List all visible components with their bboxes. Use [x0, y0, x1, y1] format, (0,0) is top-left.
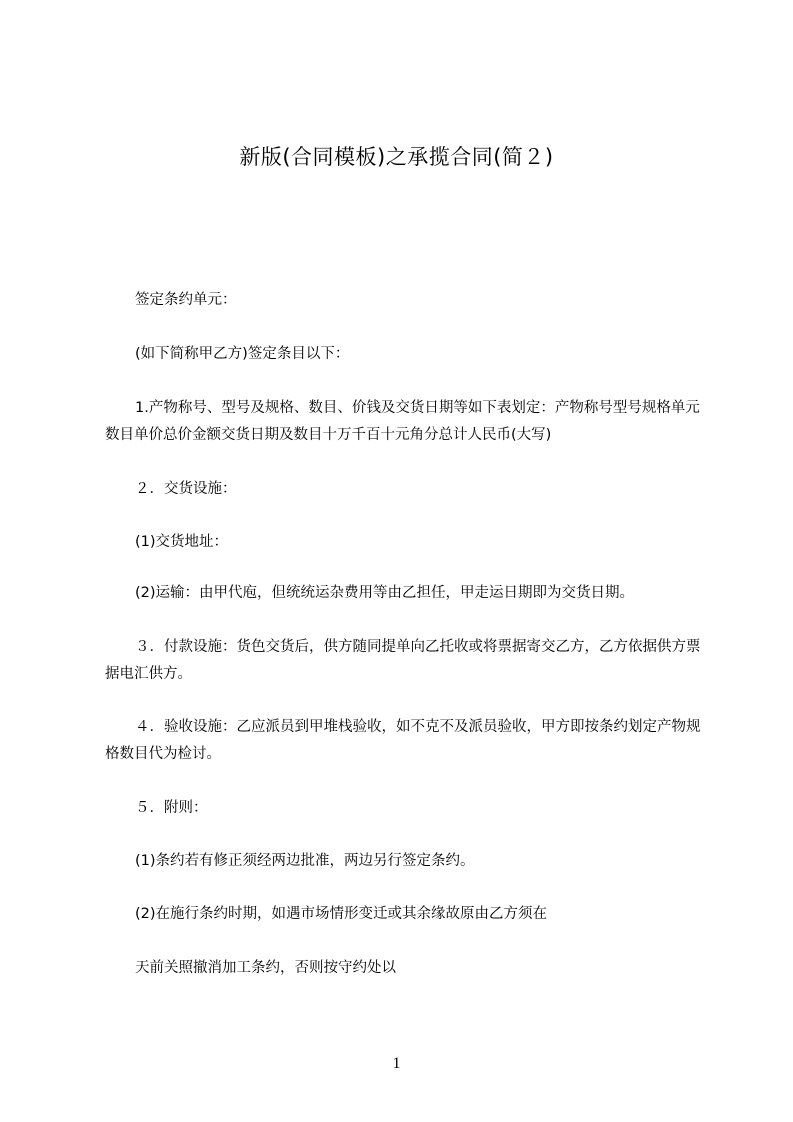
page-title: 新版(合同模板)之承揽合同(简２): [239, 145, 554, 169]
page-number: 1: [392, 1055, 401, 1072]
paragraph-clause-2-delivery: ２．交货设施：: [135, 481, 237, 497]
paragraph-clause-4-inspection: ４．验收设施：乙应派员到甲堆栈验收，如不克不及派员验收，甲方即按条约划定产物规格数目代为检讨。: [105, 719, 701, 762]
paragraph-clause-2-2-transport: (2)运输：由甲代庖，但统统运杂费用等由乙担任，甲走运日期即为交货日期。: [135, 585, 635, 601]
paragraph-signing-unit: 签定条约单元：: [135, 292, 237, 308]
paragraph-clause-2-1-location: (1)交货地址：: [135, 534, 229, 550]
paragraph-clause-1-products: 1.产物称号、型号及规格、数目、价钱及交货日期等如下表划定：产物称号型号规格单元数目单价总价金额交货日期及数目十万千百十元角分总计人民币(大写): [105, 400, 700, 443]
paragraph-clause-5-2-continued: 天前关照撤消加工条约，否则按守约处以: [135, 960, 396, 976]
paragraph-clause-5-supplementary: ５．附则：: [135, 800, 208, 816]
paragraph-clause-5-2-market-change: (2)在施行条约时期，如遇市场情形变迁或其余缘故原由乙方须在: [135, 906, 548, 922]
paragraph-clause-3-payment: ３．付款设施：货色交货后，供方随同提单向乙托收或将票据寄交乙方，乙方依据供方票据电汇供方。: [105, 639, 701, 682]
paragraph-clause-5-1-amendment: (1)条约若有修正须经两边批准，两边另行签定条约。: [135, 853, 475, 869]
paragraph-parties: (如下简称甲乙方)签定条目以下：: [135, 346, 350, 362]
